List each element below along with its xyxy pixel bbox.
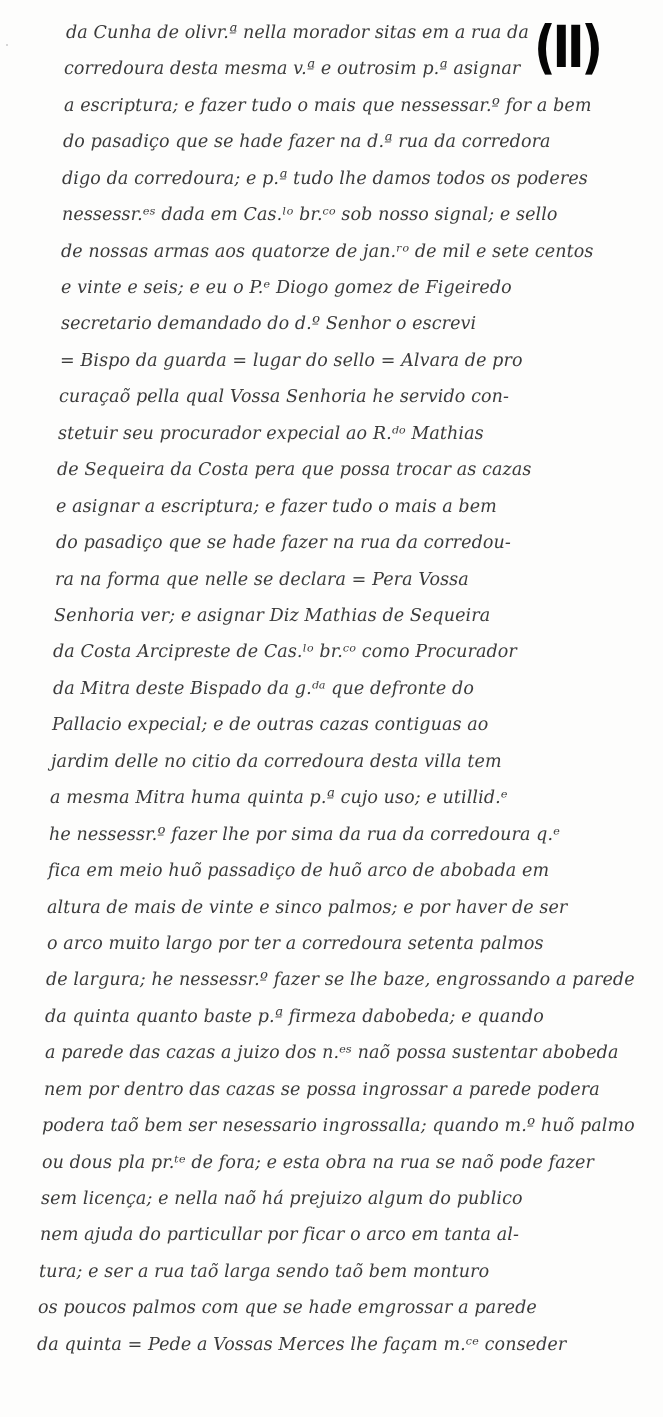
text-line: nem ajuda do particullar por ficar o arco em tanta al- [40,1225,519,1245]
text-line: da Mitra deste Bispado da g.ᵈᵃ que defronte do [53,679,474,699]
text-line: da quinta = Pede a Vossas Merces lhe façam m.ᶜᵉ conseder [37,1335,567,1355]
text-line: secretario demandado do d.º Senhor o escrevi [61,314,477,334]
text-line: stetuir seu procurador expecial ao R.ᵈᵒ Mathias [58,424,484,444]
text-line: e asignar a escriptura; e fazer tudo o mais a bem [56,497,497,517]
text-line: nessessr.ᵉˢ dada em Cas.ˡᵒ br.ᶜᵒ sob nosso signal; e sello [62,205,558,225]
text-line: curaçaõ pella qual Vossa Senhoria he servido con- [59,387,510,407]
text-line: sem licença; e nella naõ há prejuizo algum do publico [41,1189,523,1209]
text-line: da quinta quanto baste p.ª firmeza dabobeda; e quando [45,1007,544,1027]
text-line: ra na forma que nelle se declara = Pera Vossa [55,570,469,590]
text-line: podera taõ bem ser nesessario ingrossalla; quando m.º huõ palmo [42,1116,635,1136]
text-line: do pasadiço que se hade fazer na rua da corredou- [56,533,511,553]
text-line: de nossas armas aos quatorze de jan.ʳᵒ de mil e sete centos [61,242,594,262]
text-line: de Sequeira da Costa pera que possa trocar as cazas [57,460,532,480]
text-line: jardim delle no citio da corredoura desta villa tem [51,752,502,772]
text-line: fica em meio huõ passadiço de huõ arco de abobada em [48,861,550,881]
text-line: nem por dentro das cazas se possa ingrossar a parede podera [44,1080,600,1100]
text-line: Senhoria ver; e asignar Diz Mathias de Sequeira [54,606,491,626]
text-line: do pasadiço que se hade fazer na d.ª rua da corredora [63,132,551,152]
text-line: altura de mais de vinte e sinco palmos; e por haver de ser [47,898,568,918]
text-line: da Costa Arcipreste de Cas.ˡᵒ br.ᶜᵒ como Procurador [53,642,517,662]
text-line: e vinte e seis; e eu o P.ᵉ Diogo gomez de Figeiredo [61,278,512,298]
text-line: os poucos palmos com que se hade emgrossar a parede [38,1298,537,1318]
text-line: ou dous pla pr.ᵗᵉ de fora; e esta obra na rua se naõ pode fazer [42,1153,594,1173]
paper-speck [6,44,8,46]
text-line: de largura; he nessessr.º fazer se lhe baze, engrossando a parede [46,970,635,990]
text-line: da Cunha de olivr.ª nella morador sitas em a rua da [66,23,529,43]
text-line: tura; e ser a rua taõ larga sendo taõ bem monturo [39,1262,490,1282]
text-line: o arco muito largo por ter a corredoura setenta palmos [47,934,544,954]
page-marker: (II) [534,13,600,81]
text-line: a mesma Mitra huma quinta p.ª cujo uso; e utillid.ᵉ [50,788,508,808]
text-line: a escriptura; e fazer tudo o mais que nessessar.º for a bem [64,96,592,116]
text-line: Pallacio expecial; e de outras cazas contiguas ao [52,715,489,735]
text-line: a parede das cazas a juizo dos n.ᵉˢ naõ possa sustentar abobeda [45,1043,619,1063]
text-line: he nessessr.º fazer lhe por sima da rua da corredoura q.ᵉ [49,825,560,845]
text-line: digo da corredoura; e p.ª tudo lhe damos todos os poderes [62,169,588,189]
text-line: corredoura desta mesma v.ª e outrosim p.ª asignar [64,59,521,79]
text-line: = Bispo da guarda = lugar do sello = Alvara de pro [60,351,523,371]
